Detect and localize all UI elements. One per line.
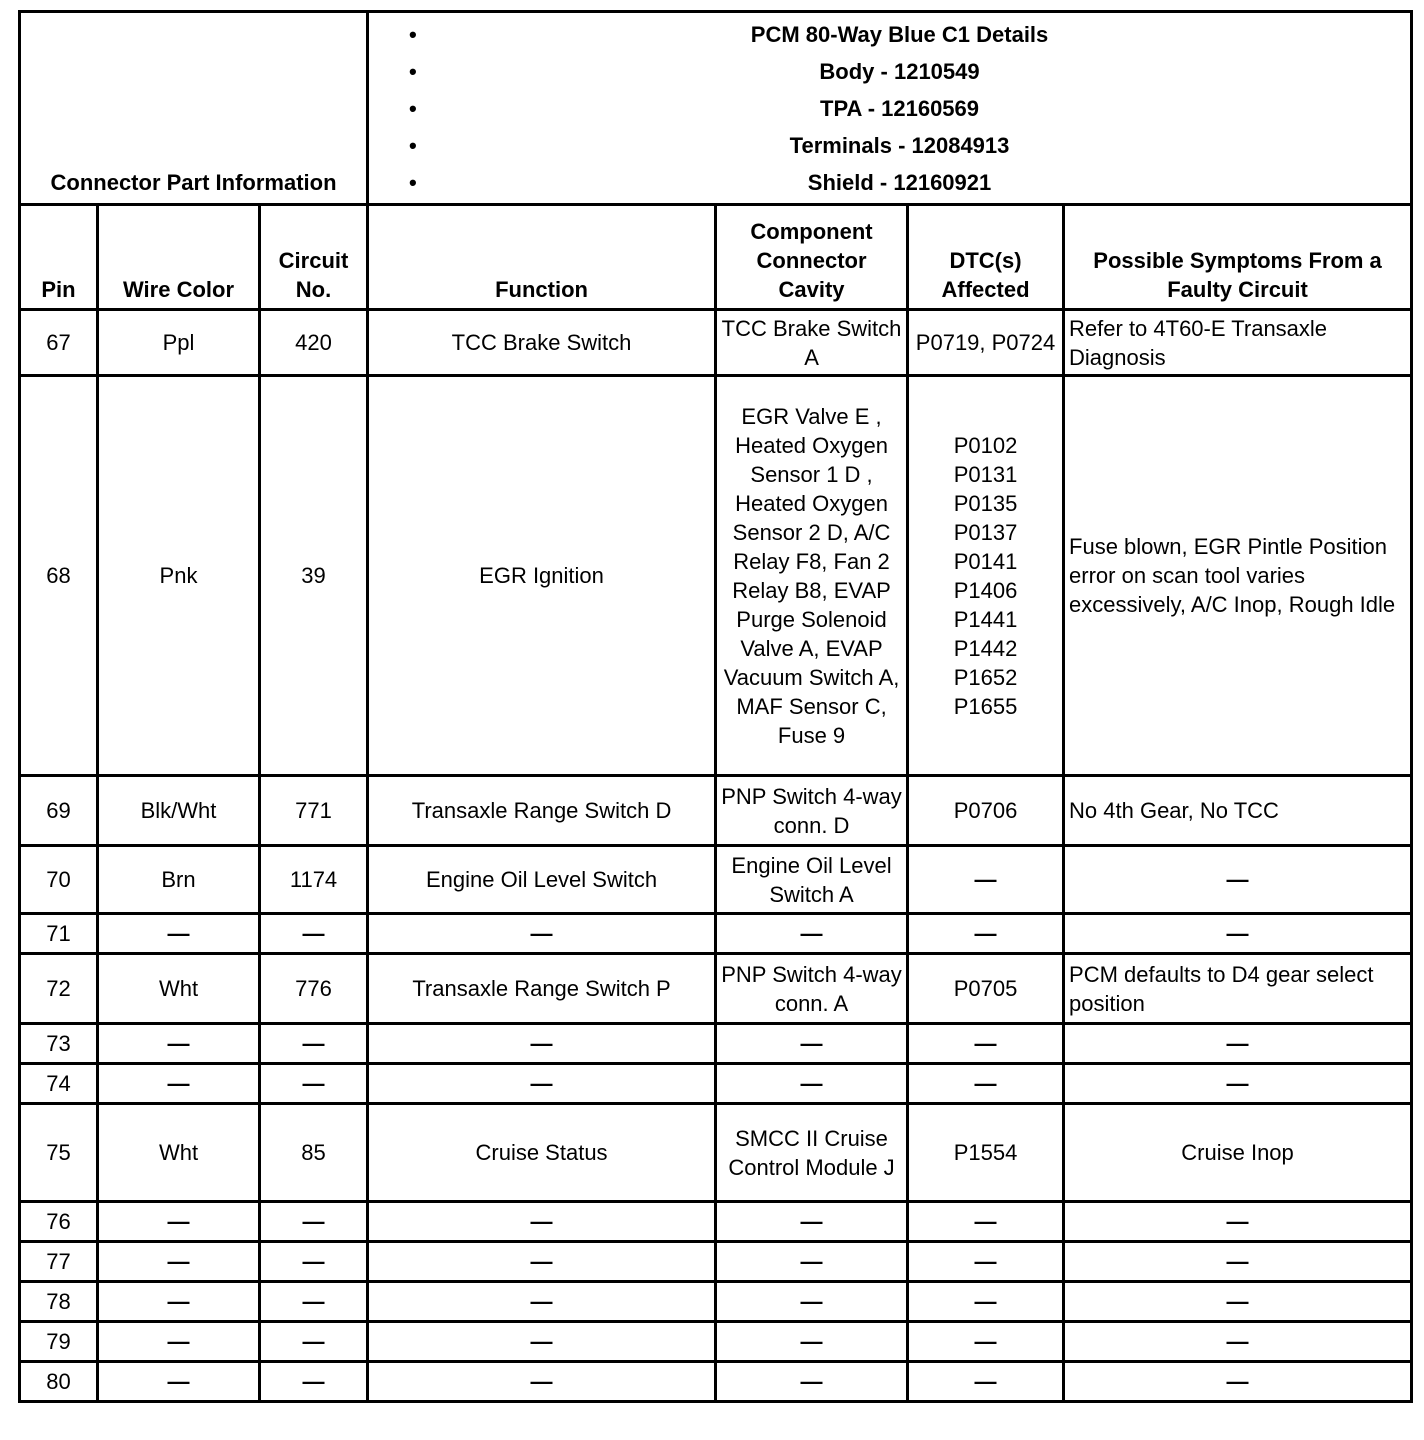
wire-color-cell: —: [98, 1242, 260, 1282]
table-row: [20, 1282, 1412, 1322]
symptom-cell: No 4th Gear, No TCC: [1064, 776, 1412, 846]
dtc-cell: —: [908, 1282, 1064, 1322]
symptom-cell: —: [1064, 1322, 1412, 1362]
wire-color-cell: Brn: [98, 846, 260, 914]
table-row: [20, 1104, 1412, 1202]
pin-cell: 72: [20, 954, 98, 1024]
function-cell: Transaxle Range Switch D: [368, 776, 716, 846]
symptom-cell: —: [1064, 1064, 1412, 1104]
pin-cell: 70: [20, 846, 98, 914]
cavity-cell: PNP Switch 4-way conn. A: [716, 954, 908, 1024]
pin-cell: 67: [20, 310, 98, 376]
symptom-cell: —: [1064, 1282, 1412, 1322]
pin-cell: 75: [20, 1104, 98, 1202]
pin-cell: 79: [20, 1322, 98, 1362]
dtc-cell: —: [908, 914, 1064, 954]
dtc-cell: P0102 P0131 P0135 P0137 P0141 P1406 P1441 P1442 P1652 P1655: [908, 376, 1064, 776]
bullet-icon: •: [409, 95, 417, 121]
wire-color-cell: —: [98, 1024, 260, 1064]
dtc-cell: —: [908, 1322, 1064, 1362]
dtc-cell: —: [908, 1202, 1064, 1242]
wire-color-cell: —: [98, 1064, 260, 1104]
symptom-cell: PCM defaults to D4 gear select position: [1064, 954, 1412, 1024]
header-dtc: DTC(s) Affected: [908, 205, 1064, 310]
dtc-cell: —: [908, 1362, 1064, 1402]
dtc-cell: —: [908, 1242, 1064, 1282]
dtc-cell: —: [908, 1064, 1064, 1104]
cavity-cell: —: [716, 914, 908, 954]
connector-details-list: [369, 16, 1410, 201]
bullet-icon: •: [409, 132, 417, 158]
function-cell: —: [368, 1202, 716, 1242]
cavity-cell: EGR Valve E , Heated Oxygen Sensor 1 D , Heated Oxygen Sensor 2 D, A/C Relay F8, Fan 2 Relay B8, EVAP Purge Solenoid Valve A, EVAP Vacuum Switch A, MAF Sensor C, Fuse 9: [716, 376, 908, 776]
table-row: [20, 1322, 1412, 1362]
circuit-cell: —: [260, 1064, 368, 1104]
column-header-row: [20, 205, 1412, 310]
symptom-cell: —: [1064, 914, 1412, 954]
circuit-cell: 776: [260, 954, 368, 1024]
function-cell: EGR Ignition: [368, 376, 716, 776]
circuit-cell: —: [260, 1282, 368, 1322]
table-row: [20, 1242, 1412, 1282]
circuit-cell: —: [260, 1024, 368, 1064]
circuit-cell: 39: [260, 376, 368, 776]
function-cell: —: [368, 1282, 716, 1322]
function-cell: —: [368, 1242, 716, 1282]
pin-cell: 68: [20, 376, 98, 776]
circuit-cell: —: [260, 1322, 368, 1362]
function-cell: Cruise Status: [368, 1104, 716, 1202]
header-circuit-no: Circuit No.: [260, 205, 368, 310]
circuit-cell: 85: [260, 1104, 368, 1202]
table-row: [20, 846, 1412, 914]
table-row: [20, 1024, 1412, 1064]
table-row: [20, 376, 1412, 776]
circuit-cell: —: [260, 1362, 368, 1402]
wire-color-cell: Wht: [98, 954, 260, 1024]
wire-color-cell: Pnk: [98, 376, 260, 776]
dtc-cell: P0719, P0724: [908, 310, 1064, 376]
detail-item: • PCM 80-Way Blue C1 Details: [369, 16, 1410, 53]
function-cell: —: [368, 914, 716, 954]
cavity-cell: —: [716, 1242, 908, 1282]
table-row: [20, 954, 1412, 1024]
cavity-cell: —: [716, 1202, 908, 1242]
wire-color-cell: —: [98, 914, 260, 954]
dtc-cell: —: [908, 846, 1064, 914]
cavity-cell: —: [716, 1362, 908, 1402]
function-cell: TCC Brake Switch: [368, 310, 716, 376]
pin-table-sheet: [18, 10, 1410, 1403]
detail-item: • Terminals - 12084913: [369, 127, 1410, 164]
function-cell: Transaxle Range Switch P: [368, 954, 716, 1024]
bullet-icon: •: [409, 169, 417, 195]
function-cell: Engine Oil Level Switch: [368, 846, 716, 914]
table-row: [20, 1064, 1412, 1104]
pcm-connector-table: [18, 10, 1413, 1403]
circuit-cell: 1174: [260, 846, 368, 914]
wire-color-cell: —: [98, 1322, 260, 1362]
cavity-cell: PNP Switch 4-way conn. D: [716, 776, 908, 846]
dtc-cell: P0706: [908, 776, 1064, 846]
header-cavity: Component Connector Cavity: [716, 205, 908, 310]
circuit-cell: 420: [260, 310, 368, 376]
table-row: [20, 1202, 1412, 1242]
symptom-cell: Fuse blown, EGR Pintle Position error on scan tool varies excessively, A/C Inop, Rough Idle: [1064, 376, 1412, 776]
cavity-cell: —: [716, 1064, 908, 1104]
pin-cell: 80: [20, 1362, 98, 1402]
dtc-cell: P0705: [908, 954, 1064, 1024]
header-function: Function: [368, 205, 716, 310]
circuit-cell: —: [260, 1242, 368, 1282]
wire-color-cell: —: [98, 1362, 260, 1402]
function-cell: —: [368, 1064, 716, 1104]
cavity-cell: —: [716, 1322, 908, 1362]
header-pin: Pin: [20, 205, 98, 310]
symptom-cell: —: [1064, 1362, 1412, 1402]
dtc-cell: P1554: [908, 1104, 1064, 1202]
cavity-cell: —: [716, 1282, 908, 1322]
table-row: [20, 914, 1412, 954]
symptom-cell: —: [1064, 1024, 1412, 1064]
table-row: [20, 1362, 1412, 1402]
header-wire-color: Wire Color: [98, 205, 260, 310]
bullet-icon: •: [409, 58, 417, 84]
pin-cell: 69: [20, 776, 98, 846]
wire-color-cell: —: [98, 1282, 260, 1322]
pin-cell: 71: [20, 914, 98, 954]
function-cell: —: [368, 1024, 716, 1064]
cavity-cell: TCC Brake Switch A: [716, 310, 908, 376]
pin-cell: 78: [20, 1282, 98, 1322]
function-cell: —: [368, 1322, 716, 1362]
symptom-cell: Cruise Inop: [1064, 1104, 1412, 1202]
connector-info-row: [20, 12, 1412, 205]
wire-color-cell: Ppl: [98, 310, 260, 376]
table-row: [20, 310, 1412, 376]
wire-color-cell: Wht: [98, 1104, 260, 1202]
pin-cell: 76: [20, 1202, 98, 1242]
header-symptoms: Possible Symptoms From a Faulty Circuit: [1064, 205, 1412, 310]
circuit-cell: —: [260, 914, 368, 954]
symptom-cell: —: [1064, 1202, 1412, 1242]
symptom-cell: —: [1064, 846, 1412, 914]
pin-cell: 74: [20, 1064, 98, 1104]
detail-item: • TPA - 12160569: [369, 90, 1410, 127]
wire-color-cell: Blk/Wht: [98, 776, 260, 846]
detail-item: • Body - 1210549: [369, 53, 1410, 90]
circuit-cell: —: [260, 1202, 368, 1242]
connector-part-info-label: Connector Part Information: [20, 12, 368, 205]
wire-color-cell: —: [98, 1202, 260, 1242]
dtc-cell: —: [908, 1024, 1064, 1064]
connector-details: [368, 12, 1412, 205]
detail-item: • Shield - 12160921: [369, 164, 1410, 201]
function-cell: —: [368, 1362, 716, 1402]
pin-cell: 73: [20, 1024, 98, 1064]
table-row: [20, 776, 1412, 846]
cavity-cell: Engine Oil Level Switch A: [716, 846, 908, 914]
cavity-cell: —: [716, 1024, 908, 1064]
circuit-cell: 771: [260, 776, 368, 846]
pin-cell: 77: [20, 1242, 98, 1282]
cavity-cell: SMCC II Cruise Control Module J: [716, 1104, 908, 1202]
symptom-cell: —: [1064, 1242, 1412, 1282]
symptom-cell: Refer to 4T60-E Transaxle Diagnosis: [1064, 310, 1412, 376]
bullet-icon: •: [409, 21, 417, 47]
